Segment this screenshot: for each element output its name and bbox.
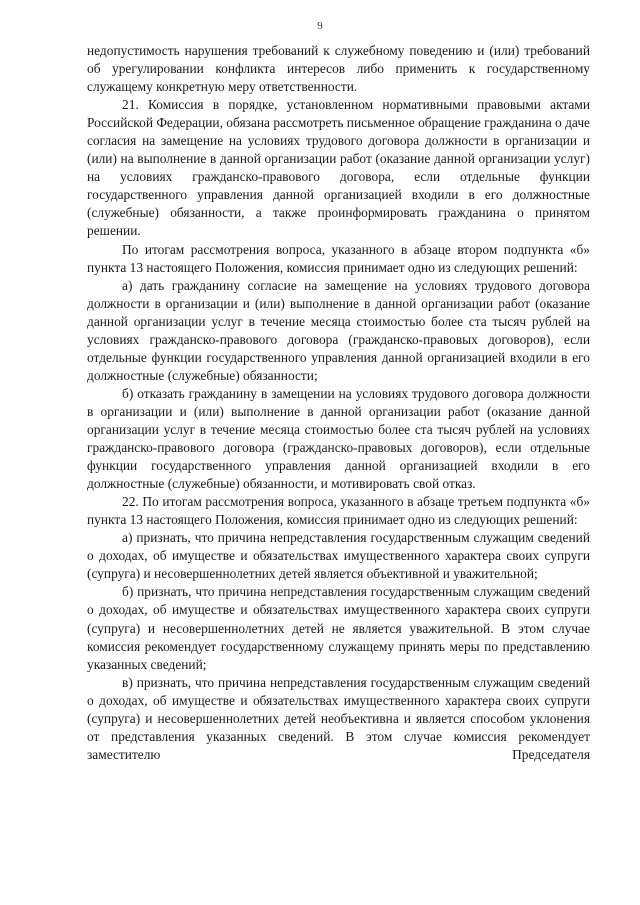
paragraph-decision-v-evasion: в) признать, что причина непредставления государственным служащим сведений о доходах, об имуществе и обязательствах имущественного характера своих супруги (супруга) и несовершеннолетних детей необъективна и является способом уклонения от представления указанных сведений. В этом случае комиссия рекомендует заместителю Председателя (87, 674, 590, 762)
document-body (87, 42, 590, 764)
page-number: 9 (317, 20, 323, 32)
paragraph-item-21: 21. Комиссия в порядке, установленном нормативными правовыми актами Российской Федерации, обязана рассмотреть письменное обращение гражданина о даче согласия на замещение на условиях трудового договора должности в организации и (или) на выполнение в данной организации работ (оказание данной организации услуг) на условиях гражданско-правового договора, если отдельные функции государственного управления данной организацией входили в его должностные (служебные) обязанности, а также проинформировать гражданина о принятом решении. (87, 97, 590, 239)
paragraph-item-22: 22. По итогам рассмотрения вопроса, указанного в абзаце третьем подпункта «б» пункта 13 настоящего Положения, комиссия принимает одно из следующих решений: (87, 494, 590, 528)
paragraph-continuation: недопустимость нарушения требований к служебному поведению и (или) требований об урегулировании конфликта интересов либо применить к государственному служащему конкретную меру ответственности. (87, 43, 590, 95)
paragraph-decision-a-consent: а) дать гражданину согласие на замещение на условиях трудового договора должности в организации и (или) выполнение в данной организации работ (оказание данной организации услуг в течение месяца стоимостью более ста тысяч рублей на условиях гражданско-правового договора (гражданско-правовых договоров), если отдельные функции государственного управления данной организацией входили в его должностные (служебные) обязанности; (87, 277, 590, 383)
paragraph-decision-a-objective: а) признать, что причина непредставления государственным служащим сведений о доходах, об имуществе и обязательствах имущественного характера своих супруги (супруга) и несовершеннолетних детей является объективной и уважительной; (87, 530, 590, 582)
paragraph-decision-b-not-valid: б) признать, что причина непредставления государственным служащим сведений о доходах, об имуществе и обязательствах имущественного характера своих супруги (супруга) и несовершеннолетних детей не является уважительной. В этом случае комиссия рекомендует государственному служащему принять меры по представлению указанных сведений; (87, 584, 590, 672)
paragraph-decision-b-refuse: б) отказать гражданину в замещении на условиях трудового договора должности в организации и (или) выполнение в данной организации работ (оказание данной организации услуг в течение месяца стоимостью более ста тысяч рублей на условиях гражданско-правового договора (гражданско-правовых договоров), если отдельные функции государственного управления данной организацией входили в его должностные (служебные) обязанности, и мотивировать свой отказ. (87, 385, 590, 492)
paragraph-decisions-intro-13b2: По итогам рассмотрения вопроса, указанного в абзаце втором подпункта «б» пункта 13 настоящего Положения, комиссия принимает одно из следующих решений: (87, 241, 590, 275)
